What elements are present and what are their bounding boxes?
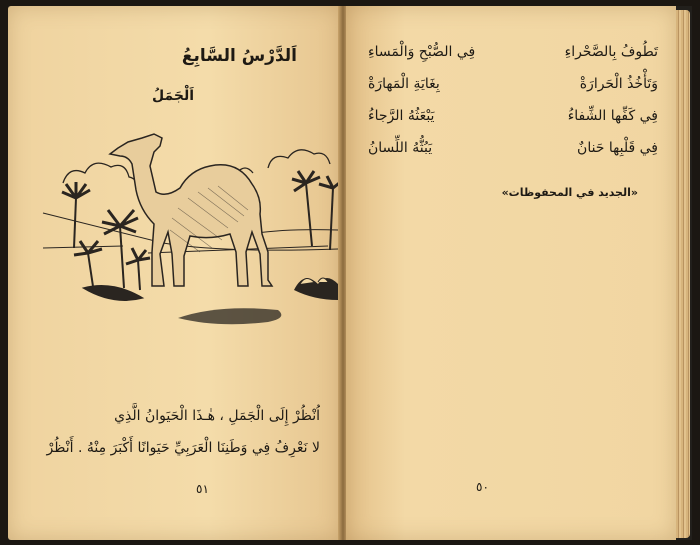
subject-title: اَلْجَمَلُ bbox=[151, 88, 194, 104]
poem-hemistich: تَطُوفُ بِالصَّحْراءِ bbox=[564, 44, 658, 60]
poem-hemistich: فِي كَفِّها الشِّفاءُ bbox=[567, 108, 658, 124]
page-edges bbox=[676, 10, 690, 538]
poem-hemistich: فِي قَلْبِها حَنانٌ bbox=[577, 140, 658, 156]
poem-verse bbox=[368, 44, 658, 60]
body-text-line: لا نَعْرِفُ فِي وَطَنِنَا الْعَرَبِيِّ حَيَوانًا أَكْبَرَ مِنْهُ . أَنْظُرْ bbox=[46, 440, 320, 456]
poem-hemistich: بِغَايَةِ الْمَهارَةْ bbox=[368, 76, 440, 92]
poem-verse bbox=[368, 108, 658, 124]
camel-desert-illustration-icon bbox=[38, 118, 338, 328]
poem-verse bbox=[368, 76, 658, 92]
poem-hemistich: يَبْعَثُهُ الرَّجاءُ bbox=[368, 108, 435, 124]
body-text-line: اُنْظُرْ إِلَى الْجَمَلِ ، هٰـذَا الْحَيَوانُ الَّذِي bbox=[114, 408, 320, 424]
lesson-title: اَلدَّرْسُ السَّابِعُ bbox=[181, 46, 297, 66]
left-page bbox=[8, 6, 342, 540]
poem-source: «الجديد في المحفوظات» bbox=[501, 186, 638, 199]
book-spread bbox=[8, 6, 692, 540]
poem-hemistich: يَبُثُّهُ اللِّسانُ bbox=[368, 140, 433, 156]
page-number: ٥١ bbox=[196, 482, 209, 496]
poem-hemistich: فِي الصُّبْحِ وَالْمَساءِ bbox=[368, 44, 476, 60]
poem-verse bbox=[368, 140, 658, 156]
right-page bbox=[346, 6, 676, 540]
page-number: ٥٠ bbox=[476, 480, 489, 494]
poem-hemistich: وَتَأْخُذُ الْحَرارَةْ bbox=[579, 76, 658, 92]
